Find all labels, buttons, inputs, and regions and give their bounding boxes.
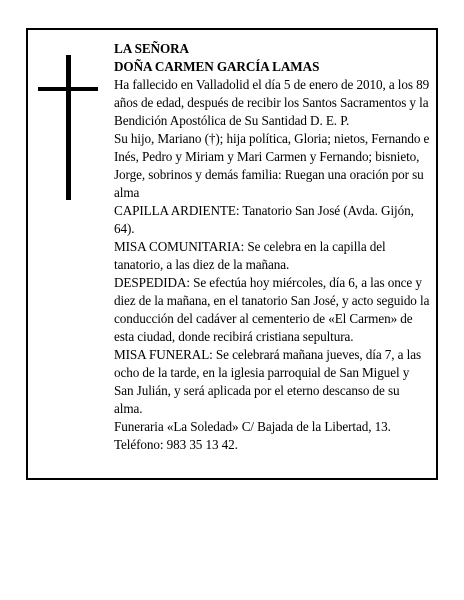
community-mass-info: MISA COMUNITARIA: Se celebra en la capilla del tanatorio, a las diez de la mañana. (114, 239, 386, 272)
funeral-mass-info: MISA FUNERAL: Se celebrará mañana jueves, día 7, a las ocho de la tarde, en la iglesia parroquial de San Miguel y San Julián, y será aplicada por el eterno descanso de su alma. (114, 347, 421, 416)
death-announcement: Ha fallecido en Valladolid el día 5 de enero de 2010, a los 89 años de edad, después de recibir los Santos Sacramentos y la Bendición Apostólica de Su Santidad D. E. P. (114, 77, 430, 128)
latin-cross-icon (38, 55, 98, 200)
funeral-chapel-info: CAPILLA ARDIENTE: Tanatorio San José (Avda. Gijón, 64). (114, 203, 414, 236)
obituary-text (114, 40, 430, 454)
farewell-info: DESPEDIDA: Se efectúa hoy miércoles, día 6, a las once y diez de la mañana, en el tanatorio San José, y acto seguido la conducción del cadáver al cementerio de «El Carmen» de esta ciudad, donde recibirá cristiana sepultura. (114, 275, 430, 344)
cross-horizontal-bar (38, 87, 98, 91)
cross-vertical-bar (66, 55, 71, 200)
deceased-name: DOÑA CARMEN GARCÍA LAMAS (114, 59, 320, 74)
funeral-home-contact: Funeraria «La Soledad» C/ Bajada de la Libertad, 13. Teléfono: 983 35 13 42. (114, 419, 391, 452)
family-mourners: Su hijo, Mariano (†); hija política, Gloria; nietos, Fernando e Inés, Pedro y Miriam y Mari Carmen y Fernando; bisnieto, Jorge, sobrinos y demás familia: Ruegan una oración por su alma (114, 131, 430, 200)
honorific-line: LA SEÑORA (114, 41, 189, 56)
obituary-notice (26, 28, 438, 480)
